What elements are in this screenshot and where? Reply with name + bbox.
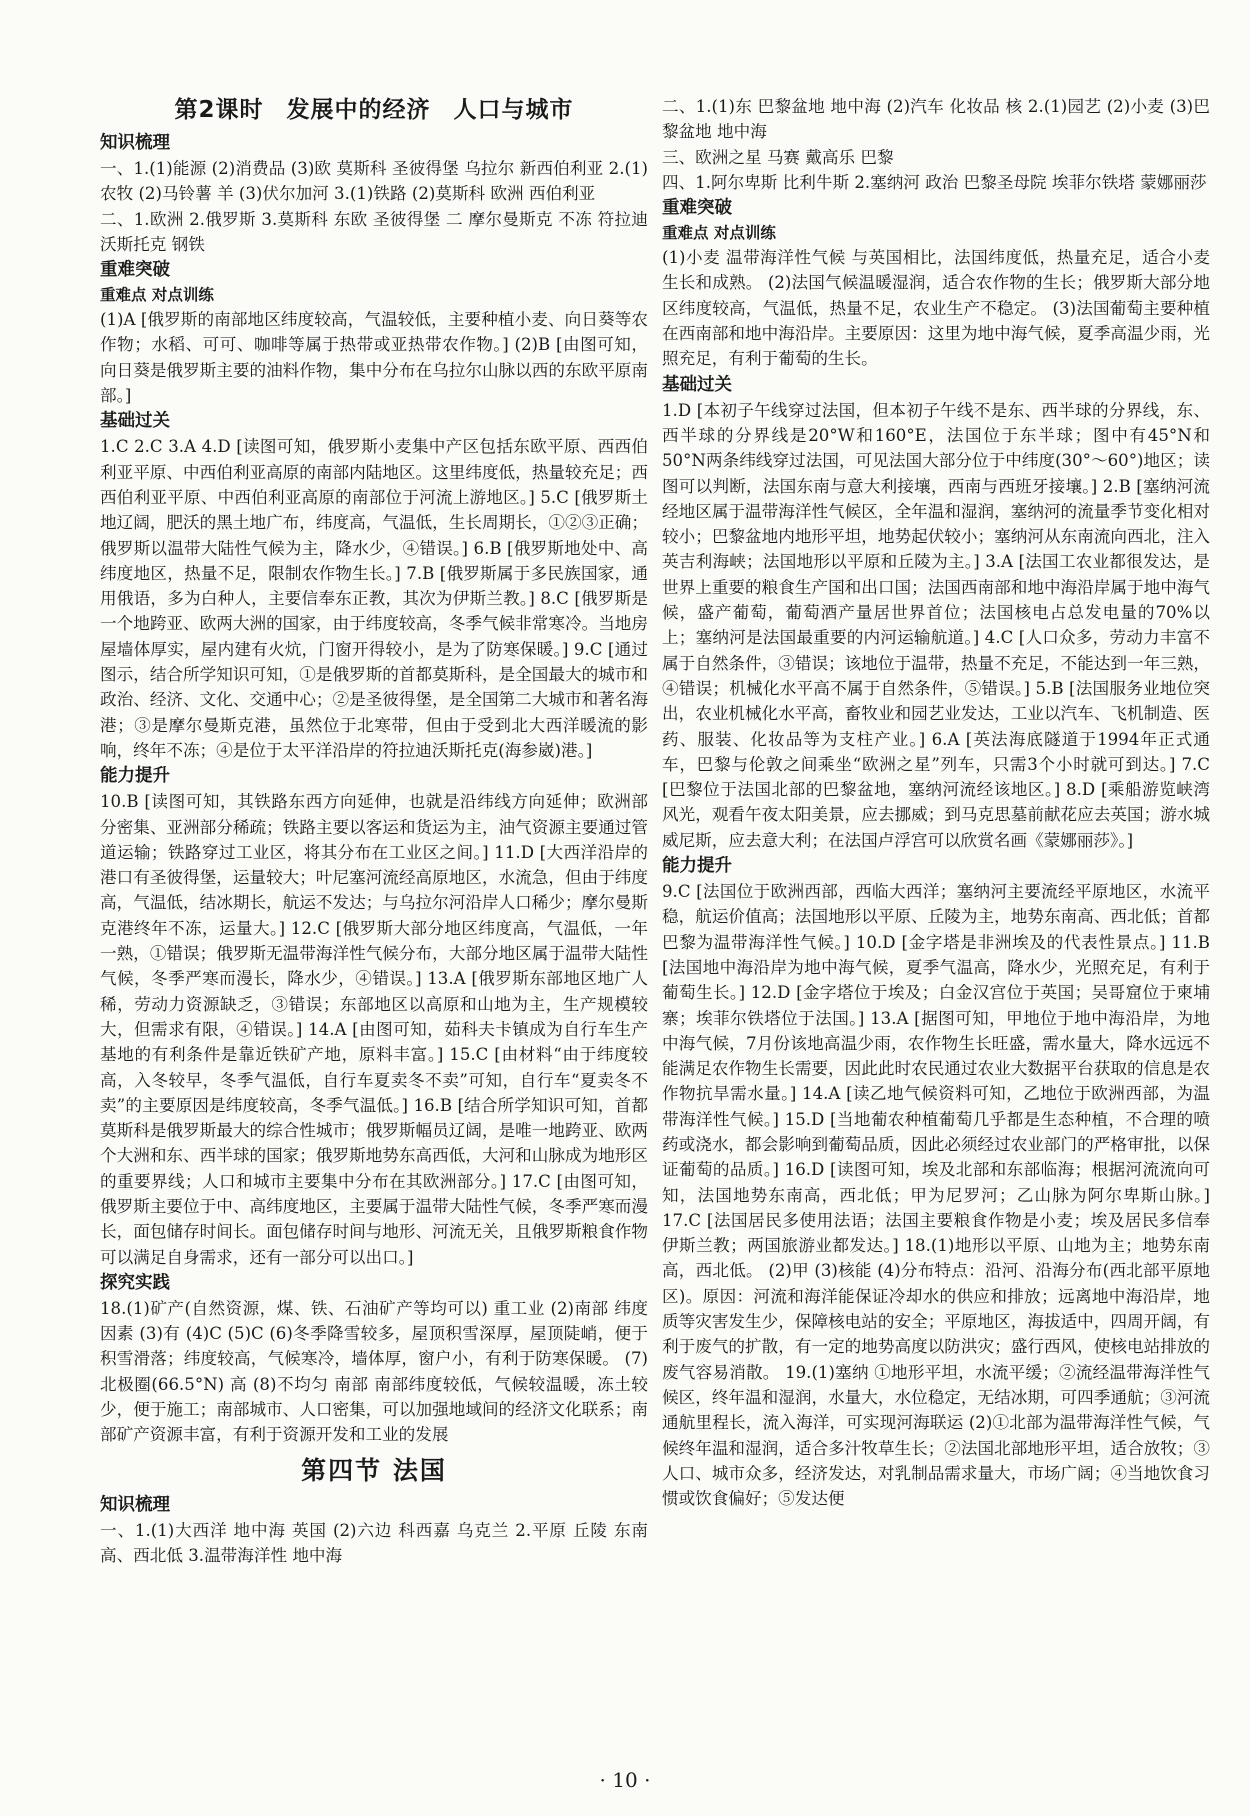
answer-paragraph: 二、1.(1)东 巴黎盆地 地中海 (2)汽车 化妆品 核 2.(1)园艺 (2)小麦 (3)巴黎盆地 地中海 <box>662 97 1210 142</box>
answer-paragraph: 9.C [法国位于欧洲西部，西临大西洋；塞纳河主要流经平原地区，水流平稳，航运价值高；法国地形以平原、丘陵为主，地势东南高、西北低；首都巴黎为温带海洋性气候。] 10.D [金字塔是非洲埃及的代表性景点。] 11.B [法国地中海沿岸为地中海气候，夏季气温高，降水少，光照充足，有利于葡萄生长。] 12.D [金字塔位于埃及；白金汉宫位于英国；吴哥窟位于柬埔寨；埃菲尔铁塔位于法国。] 13.A [据图可知，甲地位于地中海沿岸，为地中海气候，7月份该地高温少雨，农作物生长旺盛，需水量大，降水远远不能满足农作物生长需要，因此此时农民通过农业大数据平台获取的信息是农作物抗旱需水量。] 14.A [读乙地气候资料可知，乙地位于欧洲西部，为温带海洋性气候。] 15.D [当地葡农种植葡萄几乎都是生态种植，不合理的喷药或浇水，都会影响到葡萄品质，因此必须经过农业部门的严格审批，以保证葡萄的品质。] 16.D [读图可知，埃及北部和东部临海；根据河流流向可知，法国地势东南高，西北低；甲为尼罗河；乙山脉为阿尔卑斯山脉。] 17.C [法国居民多使用法语；法国主要粮食作物是小麦；埃及居民多信奉伊斯兰教；两国旅游业都发达。] 18.(1)地形以平原、山地为主；地势东南高，西北低。 (2)甲 (3)核能 (4)分布特点：沿河、沿海分布(西北部平原地区)。原因：河流和海洋能保证冷却水的供应和排放；远离地中海沿岸，地质等灾害发生少，保障核电站的安全；平原地区，海拔适中，四周开阔，有利于废气的扩散，有一定的地势高度以防洪灾；盛行西风，使核电站排放的废气容易消散。 19.(1)塞纳 ①地形平坦，水流平缓；②流经温带海洋性气候区，终年温和湿润，水量大，水位稳定，无结冰期，可四季通航；③河流通航里程长，流入海洋，可实现河海联运 (2)①北部为温带海洋性气候，气候终年温和湿润，适合多汁牧草生长；②法国北部地形平坦，适合放牧；③人口、城市众多，经济发达，对乳制品需求量大，市场广阔；④当地饮食习惯或饮食偏好；⑤发达便 <box>662 882 1210 1509</box>
answer-paragraph: 1.D [本初子午线穿过法国，但本初子午线不是东、西半球的分界线，东、西半球的分界线是20°W和160°E，法国位于东半球；图中有45°N和50°N两条纬线穿过法国，可见法国大部分位于中纬度(30°～60°)地区；读图可以判断，法国东南与意大利接壤，西南与西班牙接壤。] 2.B [塞纳河流经地区属于温带海洋性气候区，全年温和湿润，塞纳河的流量季节变化相对较小；巴黎盆地内地形平坦，地势起伏较小；塞纳河从东南流向西北，注入英吉利海峡；法国地形以平原和丘陵为主。] 3.A [法国工农业都很发达，是世界上重要的粮食生产国和出口国；法国西南部和地中海沿岸属于地中海气候，盛产葡萄，葡萄酒产量居世界首位；法国核电占总发电量的70%以上；塞纳河是法国最重要的内河运输航道。] 4.C [人口众多，劳动力丰富不属于自然条件，③错误；该地位于温带，热量不充足，不能达到一年三熟，④错误；机械化水平高不属于自然条件，⑤错误。] 5.B [法国服务业地位突出，农业机械化水平高，畜牧业和园艺业发达，工业以汽车、飞机制造、医药、服装、化妆品等为支柱产业。] 6.A [英法海底隧道于1994年正式通车，巴黎与伦敦之间乘坐“欧洲之星”列车，只需3个小时就可到达。] 7.C [巴黎位于法国北部的巴黎盆地，塞纳河流经该地区。] 8.D [乘船游览峡湾风光，观看午夜太阳美景，应去挪威；到马克思墓前献花应去英国；游水城威尼斯，应去意大利；在法国卢浮宫可以欣赏名画《蒙娜丽莎》。] <box>662 400 1210 850</box>
page-number: · 10 · <box>599 1768 651 1792</box>
answer-paragraph: (1)小麦 温带海洋性气候 与英国相比，法国纬度低，热量充足，适合小麦生长和成熟。 (2)法国气候温暖湿润，适合农作物的生长；俄罗斯大部分地区纬度较高，气温低，热量不足，农业生产不稳定。 (3)法国葡萄主要种植在西南部和地中海沿岸。主要原因：这里为地中海气候，夏季高温少雨，光照充足，有利于葡萄的生长。 <box>662 248 1210 369</box>
answer-paragraph: 10.B [读图可知，其铁路东西方向延伸，也就是沿纬线方向延伸；欧洲部分密集、亚洲部分稀疏；铁路主要以客运和货运为主，油气资源主要通过管道运输；铁路穿过工业区，将其分布在工业区之间。] 11.D [大西洋沿岸的港口有圣彼得堡，运量较大；叶尼塞河流经高原地区，水流急，但由于纬度高，气温低，结冰期长，航运不发达；与乌拉尔河沿岸人口稀少；摩尔曼斯克港终年不冻，运量大。] 12.C [俄罗斯大部分地区纬度高，气温低，一年一熟，①错误；俄罗斯无温带海洋性气候分布，大部分地区属于温带大陆性气候，冬季严寒而漫长，降水少，④错误。] 13.A [俄罗斯东部地区地广人稀，劳动力资源缺乏，③错误；东部地区以高原和山地为主，生产规模较大，但需求有限，④错误。] 14.A [由图可知，茹科夫卡镇成为自行车生产基地的有利条件是靠近铁矿产地，原料丰富。] 15.C [由材料“由于纬度较高，入冬较早，冬季气温低，自行车夏卖冬不卖”可知，自行车“夏卖冬不卖”的主要原因是纬度较高，冬季气温低。] 16.B [结合所学知识可知，首都莫斯科是俄罗斯最大的综合性城市；俄罗斯幅员辽阔，是唯一地跨亚、欧两个大洲和东、西半球的国家；俄罗斯地势东高西低，大河和山脉成为地形区的重要界线；人口和城市主要集中分布在其欧洲部分。] 17.C [由图可知，俄罗斯主要位于中、高纬度地区，主要属于温带大陆性气候，冬季严寒而漫长，面包储存时间长。面包储存时间与地形、河流无关，且俄罗斯粮食作物可以满足自身需求，还有一部分可以出口。] <box>100 792 648 1267</box>
answer-paragraph: (1)A [俄罗斯的南部地区纬度较高，气温较低，主要种植小麦、向日葵等农作物；水稻、可可、咖啡等属于热带或亚热带农作物。] (2)B [由图可知，向日葵是俄罗斯主要的油料作物，集中分布在乌拉尔山脉以西的东欧平原南部。] <box>100 310 648 406</box>
section-title: 第四节 法国 <box>301 1455 447 1485</box>
answer-paragraph: 1.C 2.C 3.A 4.D [读图可知，俄罗斯小麦集中产区包括东欧平原、西西伯利亚平原、中西伯利亚高原的南部内陆地区。这里纬度低，热量较充足；西西伯利亚平原、中西伯利亚高原的南部位于河流上游地区。] 5.C [俄罗斯土地辽阔，肥沃的黑土地广布，纬度高，气温低，生长周期长，①②③正确；俄罗斯以温带大陆性气候为主，降水少，④错误。] 6.B [俄罗斯地处中、高纬度地区，热量不足，限制农作物生长。] 7.B [俄罗斯属于多民族国家，通用俄语，多为白种人，主要信奉东正教，其次为伊斯兰教。] 8.C [俄罗斯是一个地跨亚、欧两大洲的国家，由于纬度较高，冬季气候非常寒冷。当地房屋墙体厚实，屋内建有火炕，门窗开得较小，是为了防寒保暖。] 9.C [通过图示，结合所学知识可知，①是俄罗斯的首都莫斯科，是全国最大的城市和政治、经济、文化、交通中心；②是圣彼得堡，是全国第二大城市和著名海港；③是摩尔曼斯克港，虽然位于北寒带，但由于受到北大西洋暖流的影响，终年不冻；④是位于太平洋沿岸的符拉迪沃斯托克(海参崴)港。] <box>100 437 648 760</box>
right-column <box>662 94 1210 1511</box>
answer-paragraph: 一、1.(1)大西洋 地中海 英国 (2)六边 科西嘉 乌克兰 2.平原 丘陵 东南高、西北低 3.温带海洋性 地中海 <box>100 1520 648 1565</box>
answer-paragraph: 三、欧洲之星 马赛 戴高乐 巴黎 <box>662 147 894 167</box>
section-heading: 重难突破 <box>662 198 732 219</box>
section-heading: 知识梳理 <box>100 133 170 153</box>
section-heading: 探究实践 <box>100 1272 170 1293</box>
lesson-title: 第2课时 发展中的经济 人口与城市 <box>174 97 574 123</box>
section-heading: 重难突破 <box>100 260 170 281</box>
section-heading: 知识梳理 <box>100 1494 170 1515</box>
answer-paragraph: 四、1.阿尔卑斯 比利牛斯 2.塞纳河 政治 巴黎圣母院 埃菲尔铁塔 蒙娜丽莎 <box>662 172 1207 192</box>
section-heading: 能力提升 <box>662 856 732 877</box>
answer-paragraph: 一、1.(1)能源 (2)消费品 (3)欧 莫斯科 圣彼得堡 乌拉尔 新西伯利亚 2.(1)农牧 (2)马铃薯 羊 (3)伏尔加河 3.(1)铁路 (2)莫斯科 欧洲 西伯利亚 <box>100 159 648 204</box>
section-heading: 能力提升 <box>100 766 170 787</box>
sub-heading: 重难点 对点训练 <box>662 224 776 243</box>
answer-paragraph: 二、1.欧洲 2.俄罗斯 3.莫斯科 东欧 圣彼得堡 二 摩尔曼斯克 不冻 符拉迪沃斯托克 钢铁 <box>100 209 648 254</box>
sub-heading: 重难点 对点训练 <box>100 286 214 305</box>
answer-paragraph: 18.(1)矿产(自然资源，煤、铁、石油矿产等均可以) 重工业 (2)南部 纬度因素 (3)有 (4)C (5)C (6)冬季降雪较多，屋顶积雪深厚，屋顶陡峭，便于积雪滑落；纬度较高，气候寒冷，墙体厚，窗户小，有利于防寒保暖。 (7)北极圈(66.5°N) 高 (8)不均匀 南部 南部纬度较低，气候较温暖，冻土较少，便于施工；南部城市、人口密集，可以加强地域间的经济文化联系；南部矿产资源丰富，有利于资源开发和工业的发展 <box>100 1298 648 1445</box>
section-heading: 基础过关 <box>100 411 170 432</box>
section-heading: 基础过关 <box>662 374 732 395</box>
left-column <box>100 92 648 1568</box>
